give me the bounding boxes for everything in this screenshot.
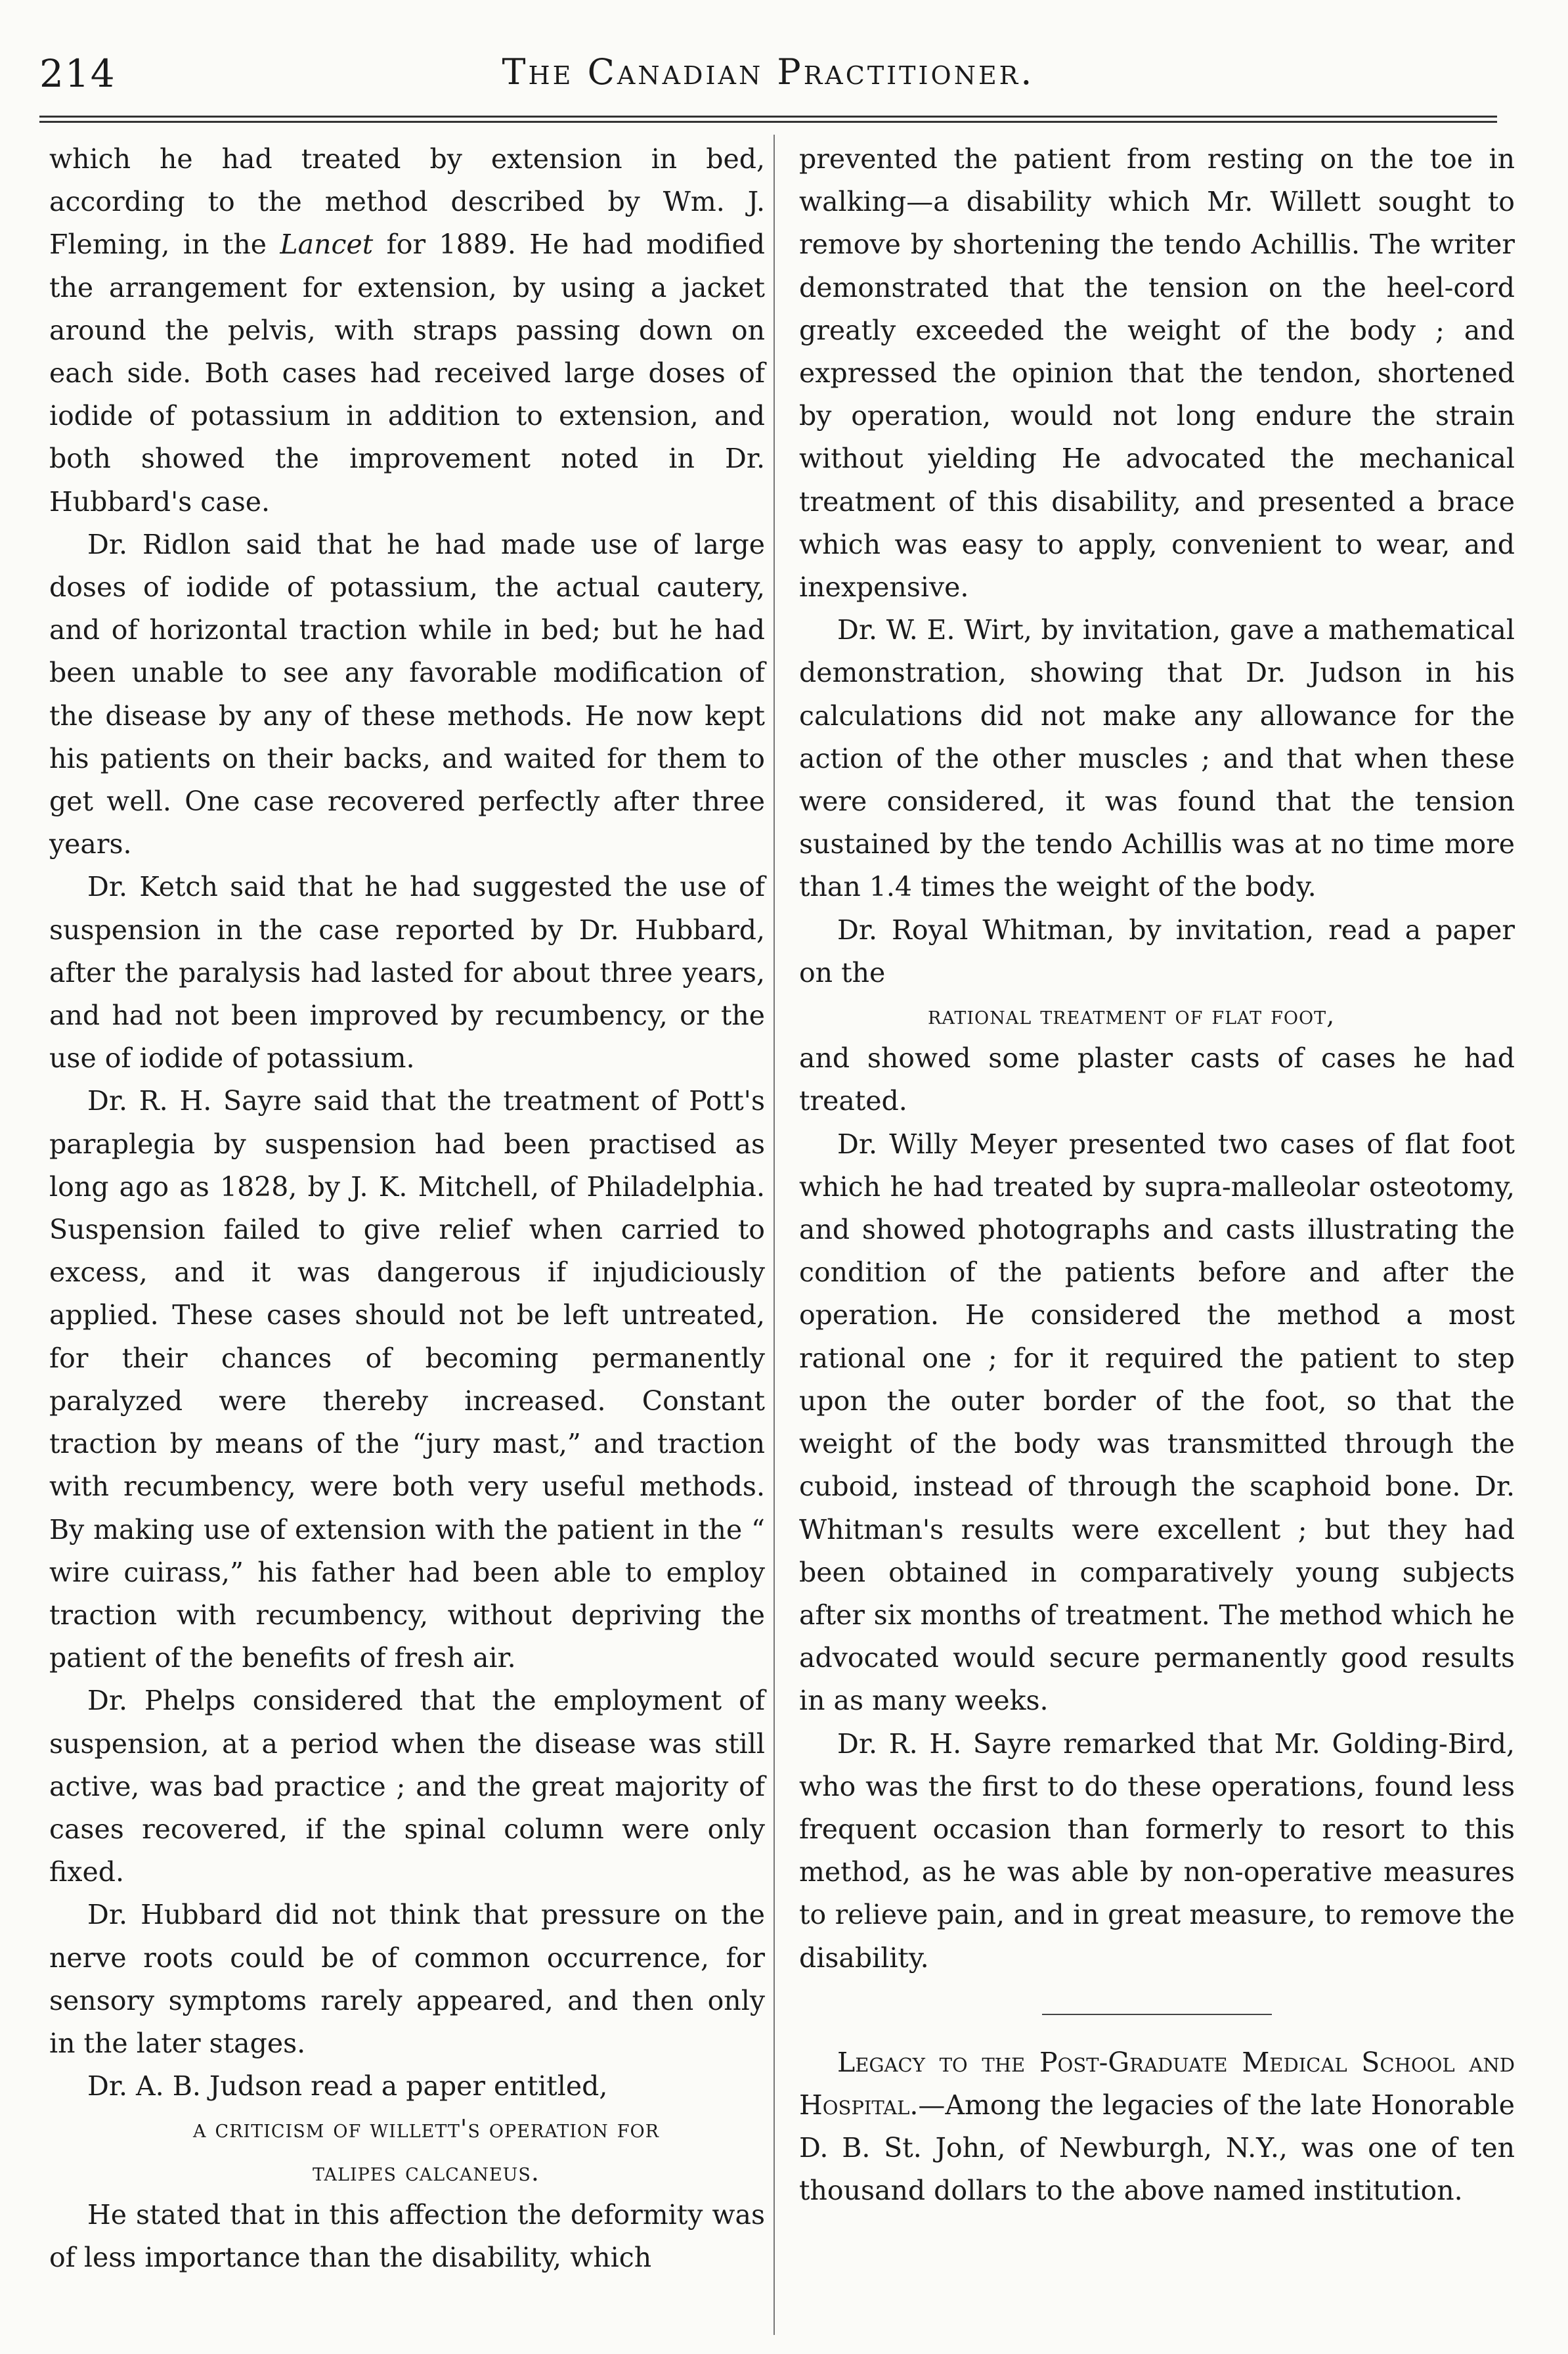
- journal-title: The Canadian Practitioner.: [502, 51, 1035, 93]
- paper-title-heading: rational treatment of flat foot,: [928, 1001, 1336, 1031]
- paragraph: Dr. W. E. Wirt, by invitation, gave a mathematical demonstration, showing that Dr. Judson in his calculations did not make any allowance for the action of the other muscles ; and that when these were considered, it was found that the tension sustained by the tendo Achillis was at no time more than 1.4 times the weight of the body.: [799, 614, 1515, 903]
- paper-title-heading: talipes calcaneus.: [313, 2157, 540, 2187]
- paragraph: Dr. Willy Meyer presented two cases of flat foot which he had treated by supra-malleolar osteotomy, and showed photographs and casts illustrating the condition of the patients before and after the operation. He considered the method a most rational one ; for it required the patient to step upon the outer border of the foot, so that the weight of the body was transmitted through the cuboid, instead of through the scaphoid bone. Dr. Whitman's results were excellent ; but they had been obtained in comparatively young subjects after six months of treatment. The method which he advocated would secure permanently good results in as many weeks.: [799, 1128, 1515, 1717]
- paragraph: Dr. Ketch said that he had suggested the use of suspension in the case reported by Dr. Hubbard, after the paralysis had lasted for about three years, and had not been improved by recumbency, or the use of iodide of potassium.: [49, 871, 765, 1075]
- column-divider: [773, 135, 775, 2335]
- paper-title-heading: a criticism of willett's operation for: [192, 2114, 659, 2144]
- paragraph: and showed some plaster casts of cases he had treated.: [799, 1042, 1515, 1117]
- paragraph: Dr. Phelps considered that the employment of suspension, at a period when the disease was still active, was bad practice ; and the great majority of cases recovered, if the spinal column were only fixed.: [49, 1685, 765, 1888]
- paragraph: He stated that in this affection the deformity was of less importance than the disability, which: [49, 2198, 765, 2273]
- page-header: [39, 51, 1497, 110]
- journal-name-italic: Lancet: [280, 229, 374, 261]
- paragraph: Dr. A. B. Judson read a paper entitled,: [87, 2070, 608, 2102]
- paragraph: Dr. Royal Whitman, by invitation, read a paper on the: [799, 914, 1515, 988]
- paragraph: Dr. R. H. Sayre said that the treatment of Pott's paraplegia by suspension had been practised as long ago as 1828, by J. K. Mitchell, of Philadelphia. Suspension failed to give relief when carried to excess, and it was dangerous if injudiciously applied. These cases should not be left untreated, for their chances of becoming permanently paralyzed were thereby increased. Constant traction by means of the “jury mast,” and traction with recumbency, were both very useful methods. By making use of extension with the patient in the “ wire cuirass,” his father had been able to employ traction with recumbency, without depriving the patient of the benefits of fresh air.: [49, 1085, 765, 1674]
- paragraph-text: which he had treated by extension in bed, according to the method described by Wm. J. Fleming, in the: [49, 143, 765, 261]
- header-rule: [39, 116, 1497, 118]
- paragraph: Dr. Ridlon said that he had made use of large doses of iodide of potassium, the actual cautery, and of horizontal traction while in bed; but he had been unable to see any favorable modification of the disease by any of these methods. He now kept his patients on their backs, and waited for them to get well. One case recovered perfectly after three years.: [49, 528, 765, 860]
- page-number: 214: [39, 51, 116, 96]
- header-rule-double: [39, 121, 1497, 123]
- section-divider: [1042, 2014, 1272, 2015]
- paragraph: Dr. R. H. Sayre remarked that Mr. Golding-Bird, who was the first to do these operations, found less frequent occasion than formerly to resort to this method, as he was able by non-operative measures to relieve pain, and in great measure, to remove the disability.: [799, 1727, 1515, 1974]
- legacy-title: Legacy to the Post-Graduate Medical School and Hospital.: [799, 2046, 1515, 2121]
- right-column: [799, 138, 1515, 2213]
- legacy-text: —Among the legacies of the late Honorable D. B. St. John, of Newburgh, N.Y., was one of ten thousand dollars to the above named institution.: [799, 2089, 1515, 2207]
- paragraph-text: for 1889. He had modified the arrangement for extension, by using a jacket around the pelvis, with straps passing down on each side. Both cases had received large doses of iodide of potassium in addition to extension, and both showed the improvement noted in Dr. Hubbard's case.: [49, 229, 766, 518]
- paragraph: prevented the patient from resting on the toe in walking—a disability which Mr. Willett sought to remove by shortening the tendo Achillis. The writer demonstrated that the tension on the heel-cord greatly exceeded the weight of the body ; and expressed the opinion that the tendon, shortened by operation, would not long endure the strain without yielding He advocated the mechanical treatment of this disability, and presented a brace which was easy to apply, convenient to wear, and inexpensive.: [799, 143, 1515, 604]
- legacy-paragraph: [799, 2041, 1515, 2213]
- paragraph: [49, 138, 765, 523]
- left-column: [49, 138, 765, 2279]
- paragraph: Dr. Hubbard did not think that pressure on the nerve roots could be of common occurrence, for sensory symptoms rarely appeared, and then only in the later stages.: [49, 1899, 765, 2059]
